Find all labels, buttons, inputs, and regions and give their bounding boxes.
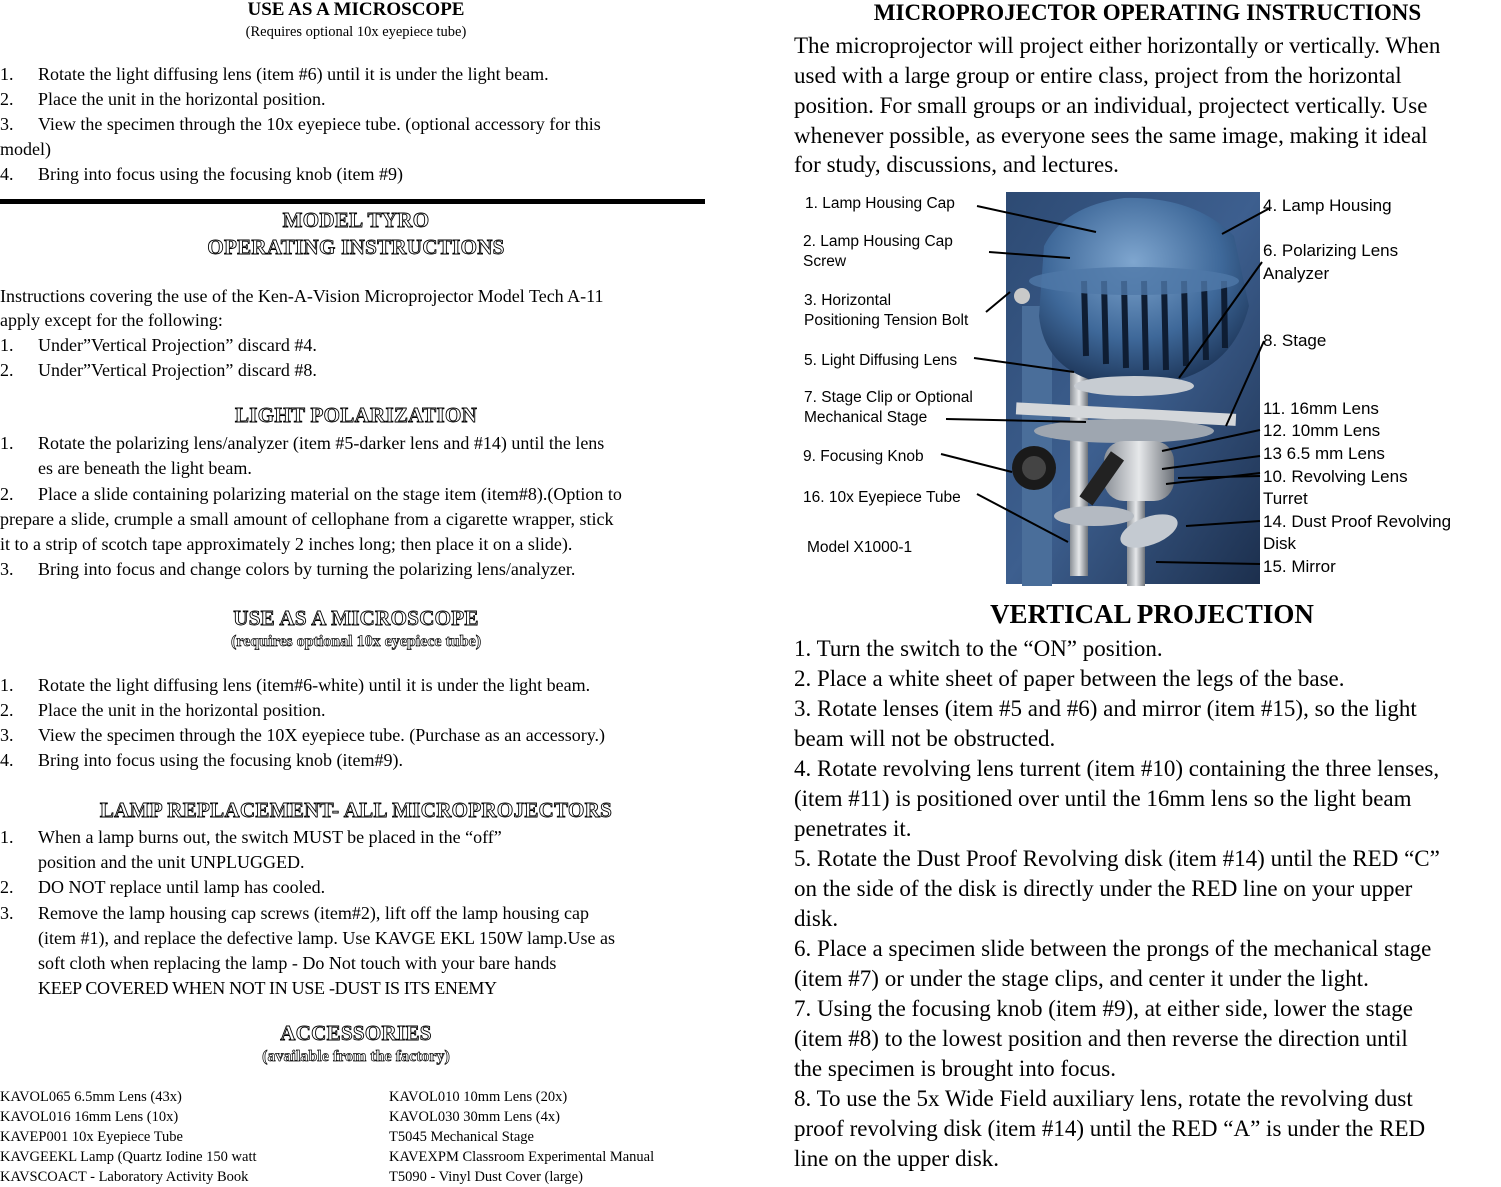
vertical-line: (item #11) is positioned over until the 16mm lens so the light beam: [794, 786, 1412, 811]
list-item: [0, 675, 590, 695]
item-text: Place a slide containing polarizing material on the stage item (item#8).(Option to: [38, 484, 622, 504]
label-light-diffusing-lens: 5. Light Diffusing Lens: [804, 352, 958, 369]
vertical-line: proof revolving disk (item #14) until the RED “A” is under the RED: [794, 1116, 1426, 1141]
label-revolving-turret-2: Turret: [1263, 489, 1308, 508]
label-lamp-housing-cap-screw-2: Screw: [803, 253, 847, 270]
right-title: MICROPROJECTOR OPERATING INSTRUCTIONS: [873, 0, 1422, 25]
item-number: 3.: [0, 725, 14, 745]
label-focusing-knob: 9. Focusing Knob: [803, 448, 924, 465]
item-number: 4.: [0, 750, 14, 770]
item-text: Place the unit in the horizontal position.: [38, 89, 326, 109]
table-cell: KAVEXPM Classroom Experimental Manual: [389, 1149, 655, 1165]
item-text: Bring into focus using the focusing knob (item #9): [38, 164, 403, 184]
vertical-line: 7. Using the focusing knob (item #9), at either side, lower the stage: [794, 996, 1413, 1021]
vertical-line: 2. Place a white sheet of paper between the legs of the base.: [794, 666, 1345, 691]
list-item: [0, 114, 601, 134]
list-item: [0, 725, 605, 745]
list-item: [0, 360, 317, 380]
vertical-line: line on the upper disk.: [794, 1146, 1000, 1171]
label-stage: 8. Stage: [1263, 331, 1327, 350]
table-row: [0, 1127, 654, 1147]
label-lamp-housing: 4. Lamp Housing: [1263, 196, 1392, 215]
microscope-title: USE AS A MICROSCOPE: [233, 606, 479, 630]
list-item: [0, 164, 403, 184]
label-revolving-turret: 10. Revolving Lens: [1263, 467, 1408, 486]
vertical-line: 1. Turn the switch to the “ON” position.: [794, 636, 1163, 661]
table-cell: KAVGEEKL Lamp (Quartz Iodine 150 watt: [0, 1149, 257, 1165]
table-row: [0, 1147, 654, 1167]
list-item: [0, 877, 325, 897]
table-row: [0, 1107, 654, 1127]
list-item: [0, 64, 549, 84]
intro-line: whenever possible, as everyone sees the same image, making it ideal: [794, 123, 1428, 148]
list-item: [0, 484, 622, 504]
microscope-subtitle: (requires optional 10x eyepiece tube): [230, 633, 482, 650]
item-number: 1.: [0, 64, 14, 84]
item-text: DO NOT replace until lamp has cooled.: [38, 877, 326, 897]
table-cell: T5090 - Vinyl Dust Cover (large): [389, 1169, 583, 1185]
accessories-subtitle: (available from the factory): [262, 1048, 450, 1065]
model-title: MODEL TYRO: [282, 208, 430, 232]
list-item: [0, 750, 403, 770]
label-polarizing-lens-2: Analyzer: [1263, 264, 1330, 283]
item-text: When a lamp burns out, the switch MUST be placed in the “off”: [38, 827, 502, 847]
list-item: [0, 559, 575, 579]
table-cell: KAVOL030 30mm Lens (4x): [389, 1109, 560, 1125]
item-text: Place the unit in the horizontal position.: [38, 700, 326, 720]
item-text: Under”Vertical Projection” discard #4.: [38, 335, 317, 355]
item-continuation: es are beneath the light beam.: [38, 458, 252, 478]
item-number: 2.: [0, 877, 14, 897]
item-number: 2.: [0, 360, 14, 380]
label-model: Model X1000-1: [807, 539, 913, 556]
item-number: 3.: [0, 114, 14, 134]
operating-instructions-title: OPERATING INSTRUCTIONS: [207, 235, 505, 259]
label-eyepiece-tube: 16. 10x Eyepiece Tube: [803, 489, 961, 506]
label-stage-clip-2: Mechanical Stage: [804, 409, 928, 426]
item-number: 3.: [0, 903, 14, 923]
top-microscope-subtitle: (Requires optional 10x eyepiece tube): [245, 24, 467, 40]
top-microscope-title: USE AS A MICROSCOPE: [247, 0, 465, 20]
label-mirror: 15. Mirror: [1263, 557, 1336, 576]
label-10mm-lens: 12. 10mm Lens: [1263, 421, 1381, 440]
item-text: Rotate the light diffusing lens (item#6-white) until it is under the light beam.: [38, 675, 591, 695]
table-cell: KAVEP001 10x Eyepiece Tube: [0, 1129, 183, 1145]
vertical-line: the specimen is brought into focus.: [794, 1056, 1116, 1081]
item-number: 4.: [0, 164, 14, 184]
item-continuation: prepare a slide, crumple a small amount of cellophane from a cigarette wrapper, stick: [0, 509, 614, 529]
label-dust-proof-disk: 14. Dust Proof Revolving: [1263, 512, 1452, 531]
item-text: Remove the lamp housing cap screws (item#2), lift off the lamp housing cap: [38, 903, 590, 923]
model-intro-line-1: Instructions covering the use of the Ken-A-Vision Microprojector Model Tech A-11: [0, 286, 604, 306]
item-number: 2.: [0, 89, 14, 109]
item-continuation: model): [0, 139, 51, 159]
vertical-line: 4. Rotate revolving lens turrent (item #10) containing the three lenses,: [794, 756, 1440, 781]
item-number: 1.: [0, 675, 14, 695]
label-dust-proof-disk-2: Disk: [1263, 534, 1297, 553]
label-polarizing-lens: 6. Polarizing Lens: [1263, 241, 1399, 260]
divider-rule: [0, 199, 705, 204]
model-intro-line-2: apply except for the following:: [0, 310, 223, 330]
list-item: [0, 827, 502, 847]
item-number: 1.: [0, 827, 14, 847]
vertical-line: disk.: [794, 906, 839, 931]
item-text: Bring into focus and change colors by turning the polarizing lens/analyzer.: [38, 559, 576, 579]
item-continuation: position and the unit UNPLUGGED.: [38, 852, 305, 872]
item-text: View the specimen through the 10X eyepiece tube. (Purchase as an accessory.): [38, 725, 606, 745]
item-number: 2.: [0, 700, 14, 720]
table-row: [0, 1087, 654, 1107]
intro-line: position. For small groups or an individual, projectect vertically. Use: [794, 93, 1428, 118]
vertical-line: (item #7) or under the stage clips, and center it under the light.: [794, 966, 1369, 991]
vertical-line: on the side of the disk is directly under the RED line on your upper: [794, 876, 1413, 901]
list-item: [0, 433, 604, 453]
label-lamp-housing-cap: 1. Lamp Housing Cap: [805, 195, 955, 212]
vertical-line: (item #8) to the lowest position and then reverse the direction until: [794, 1026, 1408, 1051]
microprojector-diagram: [794, 186, 1494, 588]
list-item: [0, 335, 317, 355]
label-16mm-lens: 11. 16mm Lens: [1263, 399, 1379, 418]
label-6-5mm-lens: 13 6.5 mm Lens: [1263, 444, 1385, 463]
item-number: 1.: [0, 335, 14, 355]
label-horizontal-bolt: 3. Horizontal: [804, 292, 892, 309]
list-item: [0, 89, 325, 109]
light-polarization-title: LIGHT POLARIZATION: [234, 403, 478, 427]
vertical-line: penetrates it.: [794, 816, 912, 841]
list-item: [0, 903, 589, 923]
table-cell: KAVOL016 16mm Lens (10x): [0, 1109, 179, 1125]
item-text: Under”Vertical Projection” discard #8.: [38, 360, 317, 380]
item-continuation: soft cloth when replacing the lamp - Do Not touch with your bare hands: [38, 953, 557, 973]
item-continuation: (item #1), and replace the defective lamp. Use KAVGE EKL 150W lamp.Use as: [38, 928, 615, 948]
vertical-line: 8. To use the 5x Wide Field auxiliary lens, rotate the revolving dust: [794, 1086, 1413, 1111]
item-text: Rotate the polarizing lens/analyzer (item #5-darker lens and #14) until the lens: [38, 433, 605, 453]
vertical-line: 6. Place a specimen slide between the prongs of the mechanical stage: [794, 936, 1432, 961]
item-number: 2.: [0, 484, 14, 504]
table-cell: KAVOL010 10mm Lens (20x): [389, 1089, 568, 1105]
item-continuation: KEEP COVERED WHEN NOT IN USE -DUST IS ITS ENEMY: [38, 978, 497, 998]
label-lamp-housing-cap-screw: 2. Lamp Housing Cap: [803, 233, 953, 250]
intro-line: The microprojector will project either horizontally or vertically. When: [794, 33, 1441, 58]
table-row: [0, 1167, 654, 1187]
vertical-projection-title: VERTICAL PROJECTION: [990, 599, 1314, 629]
item-number: 1.: [0, 433, 14, 453]
lamp-replacement-title: LAMP REPLACEMENT- ALL MICROPROJECTORS: [99, 798, 613, 822]
item-text: Bring into focus using the focusing knob (item#9).: [38, 750, 403, 770]
table-cell: KAVSCOACT - Laboratory Activity Book: [0, 1169, 249, 1185]
accessories-title: ACCESSORIES: [280, 1021, 432, 1045]
label-stage-clip: 7. Stage Clip or Optional: [804, 389, 973, 406]
item-text: Rotate the light diffusing lens (item #6) until it is under the light beam.: [38, 64, 549, 84]
vertical-line: 5. Rotate the Dust Proof Revolving disk (item #14) until the RED “C”: [794, 846, 1440, 871]
item-text: View the specimen through the 10x eyepiece tube. (optional accessory for this: [38, 114, 601, 134]
item-continuation: it to a strip of scotch tape approximately 2 inches long; then place it on a slide).: [0, 534, 573, 554]
intro-line: used with a large group or entire class, project from the horizontal: [794, 63, 1402, 88]
label-horizontal-bolt-2: Positioning Tension Bolt: [804, 312, 969, 329]
intro-line: for study, discussions, and lectures.: [794, 152, 1119, 177]
table-cell: T5045 Mechanical Stage: [389, 1129, 534, 1145]
accessories-table: [0, 1087, 654, 1187]
item-number: 3.: [0, 559, 14, 579]
vertical-line: beam will not be obstructed.: [794, 726, 1056, 751]
microprojector-photo: [1006, 192, 1260, 586]
list-item: [0, 700, 325, 720]
vertical-line: 3. Rotate lenses (item #5 and #6) and mirror (item #15), so the light: [794, 696, 1417, 721]
table-cell: KAVOL065 6.5mm Lens (43x): [0, 1089, 182, 1105]
